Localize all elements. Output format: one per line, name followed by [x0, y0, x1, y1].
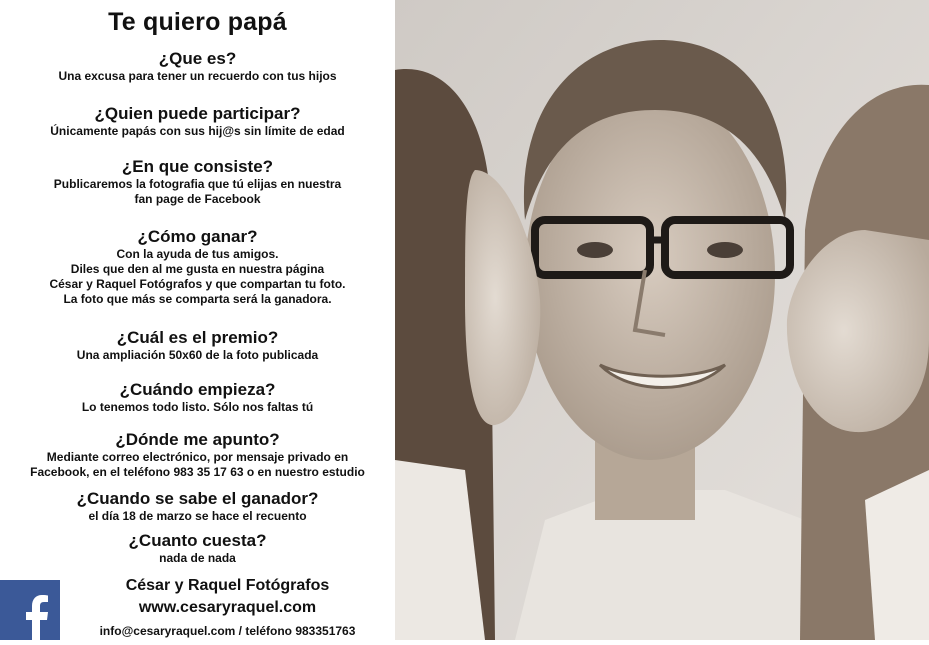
answer-line: La foto que más se comparta será la ganadora.: [63, 292, 332, 306]
faq-section: [0, 531, 395, 566]
faq-answer: [0, 124, 395, 139]
faq-answer: [0, 177, 395, 207]
answer-line: César y Raquel Fotógrafos y que compartan tu foto.: [49, 277, 346, 291]
faq-question: ¿Dónde me apunto?: [115, 430, 280, 449]
contact-info: info@cesaryraquel.com / teléfono 983351763: [99, 624, 356, 638]
faq-answer: [0, 509, 395, 524]
answer-line: Diles que den al me gusta en nuestra página: [70, 262, 325, 276]
answer-line: Facebook, en el teléfono 983 35 17 63 o en nuestro estudio: [30, 465, 365, 479]
facebook-icon[interactable]: [0, 580, 60, 640]
answer-line: fan page de Facebook: [134, 192, 261, 206]
answer-line: Con la ayuda de tus amigos.: [116, 247, 279, 261]
faq-answer: [0, 348, 395, 363]
answer-line: el día 18 de marzo se hace el recuento: [88, 509, 307, 523]
faq-section: [0, 489, 395, 524]
faq-question: ¿Que es?: [158, 49, 237, 68]
faq-answer: [0, 247, 395, 307]
answer-line: nada de nada: [159, 551, 236, 565]
faq-answer: [0, 551, 395, 566]
info-panel: [0, 0, 395, 640]
faq-question: ¿Cuando se sabe el ganador?: [76, 489, 319, 508]
faq-question: ¿Cuanto cuesta?: [128, 531, 267, 550]
answer-line: Una ampliación 50x60 de la foto publicada: [76, 348, 319, 362]
faq-question: ¿En que consiste?: [121, 157, 274, 176]
faq-section: [0, 380, 395, 415]
faq-question: ¿Cuál es el premio?: [116, 328, 279, 347]
faq-section: [0, 430, 395, 480]
faq-section: [0, 157, 395, 207]
faq-question: ¿Cuándo empieza?: [119, 380, 276, 399]
faq-section: [0, 328, 395, 363]
answer-line: Mediante correo electrónico, por mensaje privado en: [46, 450, 349, 464]
faq-answer: [0, 450, 395, 480]
faq-section: [0, 49, 395, 84]
studio-name: César y Raquel Fotógrafos: [125, 577, 330, 594]
answer-line: Publicaremos la fotografia que tú elijas en nuestra: [53, 177, 342, 191]
answer-line: Lo tenemos todo listo. Sólo nos faltas tú: [81, 400, 314, 414]
answer-line: Una excusa para tener un recuerdo con tus hijos: [58, 69, 337, 83]
faq-question: ¿Quien puede participar?: [94, 104, 301, 123]
faq-section: [0, 227, 395, 307]
faq-section: [0, 104, 395, 139]
answer-line: Únicamente papás con sus hij@s sin límite de edad: [50, 124, 345, 138]
faq-answer: [0, 400, 395, 415]
faq-question: ¿Cómo ganar?: [137, 227, 258, 246]
page-title: Te quiero papá: [108, 8, 287, 36]
website-link[interactable]: www.cesaryraquel.com: [138, 599, 317, 616]
faq-answer: [0, 69, 395, 84]
family-photo: [395, 0, 929, 640]
